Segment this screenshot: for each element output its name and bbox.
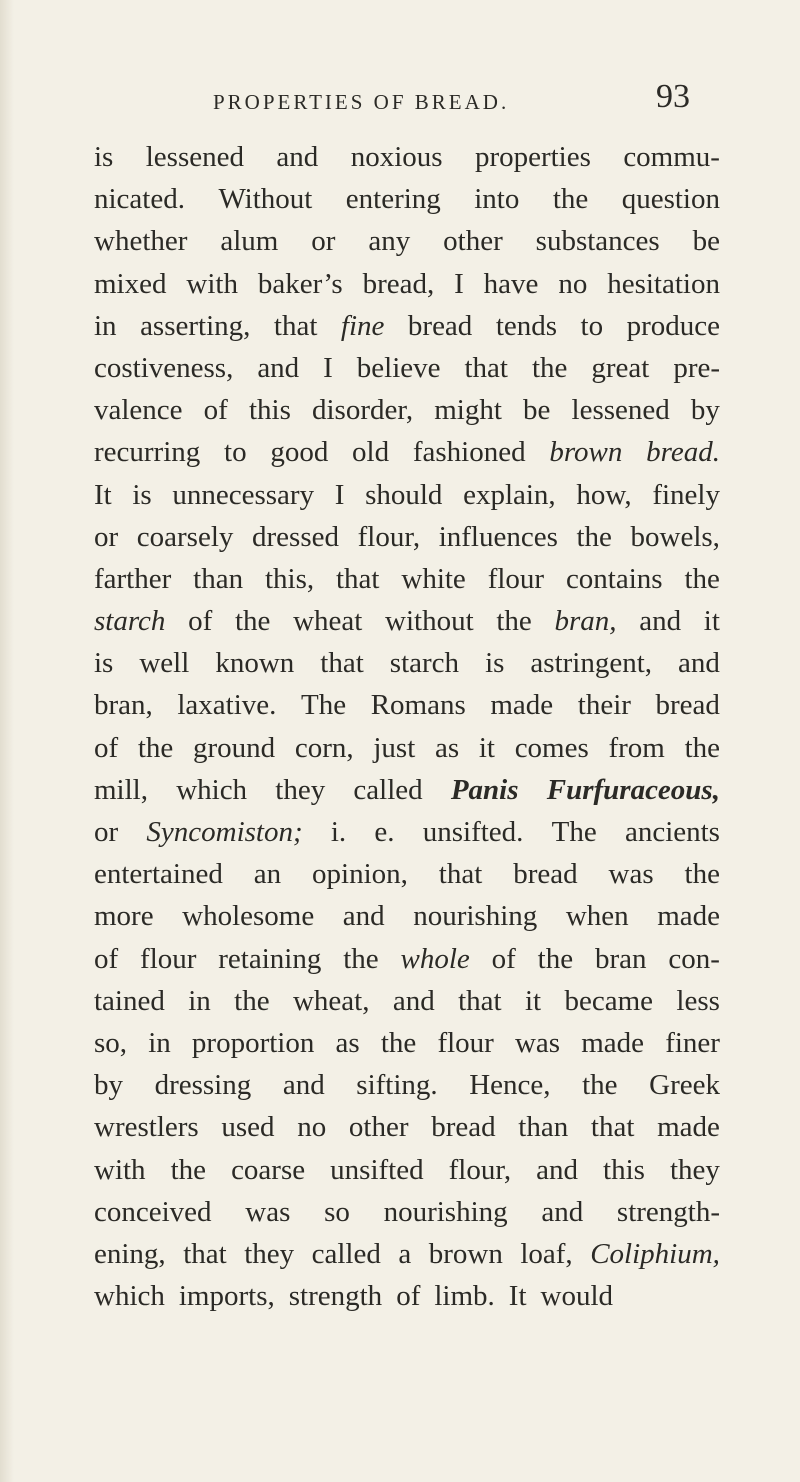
italic-word: whole [400,942,470,975]
word: as [335,1026,360,1059]
word: recurring [94,436,201,469]
word: laxative. [177,689,277,722]
word: e. [374,816,395,848]
word: the [684,562,720,595]
word: bowels, [630,520,720,553]
text-line-5 [94,305,720,347]
word: I [334,478,345,511]
word: I [454,267,464,300]
italic-word: Panis [450,773,519,806]
word: called [311,1237,381,1270]
word: tained [94,984,165,1017]
word: the [234,605,271,638]
word: I [323,351,333,384]
text-line-25 [94,1149,720,1191]
text-line-27 [94,1233,720,1275]
word: was [514,1026,561,1059]
word: have [483,267,539,300]
word: which [94,1280,165,1313]
word: mill, [94,773,148,806]
word: nicated. [94,183,185,216]
word: was [608,858,654,891]
text-line-9 [94,474,720,516]
word: the [552,183,589,216]
word: in [148,1026,171,1059]
word: used [221,1111,275,1144]
italic-word: Coliphium, [590,1237,720,1270]
word: nourishing [413,900,538,933]
word: and [639,605,682,638]
word: contains [565,562,663,595]
text-line-19 [94,895,720,937]
word: no [558,267,588,300]
word: bread, [362,267,435,300]
word: less [676,984,720,1017]
text-line-2 [94,178,720,220]
word: dressing [154,1069,252,1102]
word: to [224,436,247,469]
italic-word: bread. [646,436,720,469]
italic-word: Syncomiston; [146,816,303,848]
word: or [94,816,119,848]
word: this, [264,562,315,595]
word: bread [655,689,720,722]
word: how, [576,478,632,511]
word: any [368,225,411,258]
word: of [491,942,516,975]
word: their [577,689,631,722]
text-line-8 [94,431,720,473]
word: unsifted [330,1153,424,1186]
word: of [94,731,119,764]
word: strength [288,1280,383,1313]
word: good [270,436,329,469]
word: is [132,478,152,511]
word: substances [535,225,660,258]
word: tends [495,309,558,342]
word: of [188,605,213,638]
word: and [536,1153,578,1186]
word: It [508,1280,527,1313]
word: to [580,309,604,342]
word: finely [652,478,720,511]
word: that [464,351,508,384]
word: the [496,605,532,638]
word: wheat, [292,984,370,1017]
word: they [244,1237,295,1270]
word: than [518,1111,569,1144]
word: the [343,942,379,975]
word: be [523,394,551,427]
word: produce [626,309,720,342]
word: so, [94,1026,128,1059]
text-line-10 [94,516,720,558]
word: of [396,1280,421,1313]
word: with [94,1153,146,1186]
word: of [203,394,228,427]
word: an [253,858,282,891]
text-line-6 [94,347,720,389]
running-head: PROPERTIES OF BREAD. [213,90,510,114]
word: and [392,984,435,1017]
text-line-7 [94,389,720,431]
word: Romans [370,689,466,722]
word: explain, [463,478,556,511]
word: commu- [623,141,720,173]
text-line-4 [94,263,720,305]
word: flour [487,562,545,595]
word: this [603,1153,645,1186]
word: should [365,478,443,511]
word: that [336,562,380,595]
word: flour, [357,520,421,553]
word: entertained [94,858,223,891]
word: ening, [94,1237,166,1270]
word: which [176,773,248,806]
word: asserting, [140,309,251,342]
word: from [608,731,665,764]
word: The [301,689,347,722]
word: flour, [448,1153,512,1186]
word: dressed [252,520,339,553]
word: other [348,1111,409,1144]
text-line-13 [94,642,720,684]
word: unsifted. [422,816,524,848]
word: made [490,689,554,722]
word: and [541,1195,584,1228]
word: is [485,647,505,680]
word: believe [356,351,441,384]
word: and [276,141,319,173]
word: bran [594,942,647,975]
word: be [692,225,720,258]
word: astringent, [530,647,653,680]
word: when [565,900,629,933]
word: made [657,900,720,933]
word: or [94,520,119,553]
word: that [458,984,502,1017]
word: the [576,520,612,553]
word: without [385,605,474,638]
text-line-1 [94,136,720,178]
word: mixed [94,267,167,300]
word: entering [345,183,441,216]
word: coarse [231,1153,306,1186]
text-line-18 [94,853,720,895]
word: as [434,731,460,764]
page-gutter-shadow [0,0,14,1482]
word: sifting. [356,1069,438,1102]
word: with [186,267,238,300]
word: so [324,1195,350,1228]
word: ground [193,731,276,764]
word: farther [94,562,172,595]
word: unnecessary [172,478,315,511]
word: than [193,562,244,595]
word: great [591,351,650,384]
word: more [94,900,154,933]
word: that [438,858,483,891]
italic-word: starch [94,605,166,638]
italic-word: bran, [554,605,617,638]
word: nourishing [383,1195,508,1228]
word: baker’s [257,267,343,300]
word: It [94,478,112,511]
word: made [581,1026,645,1059]
word: by [94,1069,123,1102]
word: bread [407,309,473,342]
word: it [478,731,495,764]
word: wheat [293,605,363,638]
word: no [297,1111,327,1144]
word: i. [330,816,347,848]
word: other [443,225,503,258]
italic-word: fine [340,309,385,342]
word: wrestlers [94,1111,199,1144]
page-number: 93 [656,78,690,115]
italic-word: brown [549,436,623,469]
text-line-11 [94,558,720,600]
word: well [139,647,190,680]
word: the [380,1026,417,1059]
word: that [273,309,318,342]
word: proportion [191,1026,315,1059]
word: that [320,647,364,680]
word: con- [668,942,720,975]
word: whether [94,225,188,258]
word: lessened [571,394,670,427]
word: wholesome [182,900,315,933]
word: they [669,1153,720,1186]
word: ancients [624,816,720,848]
word: The [551,816,597,848]
word: Greek [649,1069,720,1102]
word: brown [428,1237,503,1270]
word: comes [514,731,589,764]
text-line-16 [94,769,720,811]
word: question [621,183,720,216]
body-text [94,136,720,1317]
word: corn, [294,731,354,764]
word: lessened [145,141,244,173]
word: in [188,984,211,1017]
word: Without [218,183,313,216]
word: was [245,1195,291,1228]
word: known [215,647,295,680]
word: just [373,731,416,764]
word: imports, [178,1280,275,1313]
word: limb. [434,1280,495,1313]
word: strength- [616,1195,720,1228]
text-line-12 [94,600,720,642]
word: in [94,309,117,342]
word: a [398,1237,412,1270]
word: disorder, [312,394,414,427]
word: it [524,984,542,1017]
text-line-24 [94,1106,720,1148]
word: the [531,351,568,384]
text-line-14 [94,684,720,726]
word: loaf, [520,1237,573,1270]
text-line-20 [94,938,720,980]
word: and [282,1069,325,1102]
word: fashioned [412,436,526,469]
word: the [537,942,574,975]
word: by [690,394,720,427]
text-line-28 [94,1275,720,1317]
word: might [434,394,502,427]
word: is [94,647,114,680]
word: they [275,773,326,806]
word: conceived [94,1195,212,1228]
word: Hence, [469,1069,551,1102]
italic-word: Furfuraceous, [546,773,720,806]
word: white [401,562,466,595]
word: the [684,858,720,891]
word: that [183,1237,227,1270]
word: pre- [673,351,720,384]
text-line-21 [94,980,720,1022]
word: influences [438,520,558,553]
word: became [564,984,654,1017]
word: it [703,605,720,638]
word: or [311,225,336,258]
word: bread [431,1111,496,1144]
word: the [684,731,720,764]
word: the [137,731,174,764]
word: finer [665,1026,720,1059]
word: retaining [218,942,322,975]
word: the [234,984,270,1017]
word: hesitation [607,267,720,300]
word: this [248,394,291,427]
text-line-23 [94,1064,720,1106]
word: alum [220,225,279,258]
text-line-3 [94,220,720,262]
word: old [352,436,390,469]
word: starch [389,647,460,680]
word: costiveness, [94,351,234,384]
page-header [0,78,800,118]
word: into [474,183,520,216]
word: flour [140,942,197,975]
word: noxious [350,141,443,173]
word: is [94,141,114,173]
word: of [94,942,119,975]
word: coarsely [136,520,234,553]
word: bread [513,858,578,891]
text-line-17 [94,811,720,853]
word: valence [94,394,183,427]
word: flour [437,1026,494,1059]
text-line-26 [94,1191,720,1233]
text-line-22 [94,1022,720,1064]
word: and [678,647,720,680]
word: properties [474,141,591,173]
text-line-15 [94,727,720,769]
word: that [590,1111,635,1144]
word: and [342,900,385,933]
word: made [657,1111,720,1144]
word: opinion, [312,858,408,891]
word: bran, [94,689,153,722]
word: the [582,1069,618,1102]
word: called [353,773,423,806]
word: would [540,1280,613,1313]
word: and [257,351,300,384]
word: the [170,1153,207,1186]
